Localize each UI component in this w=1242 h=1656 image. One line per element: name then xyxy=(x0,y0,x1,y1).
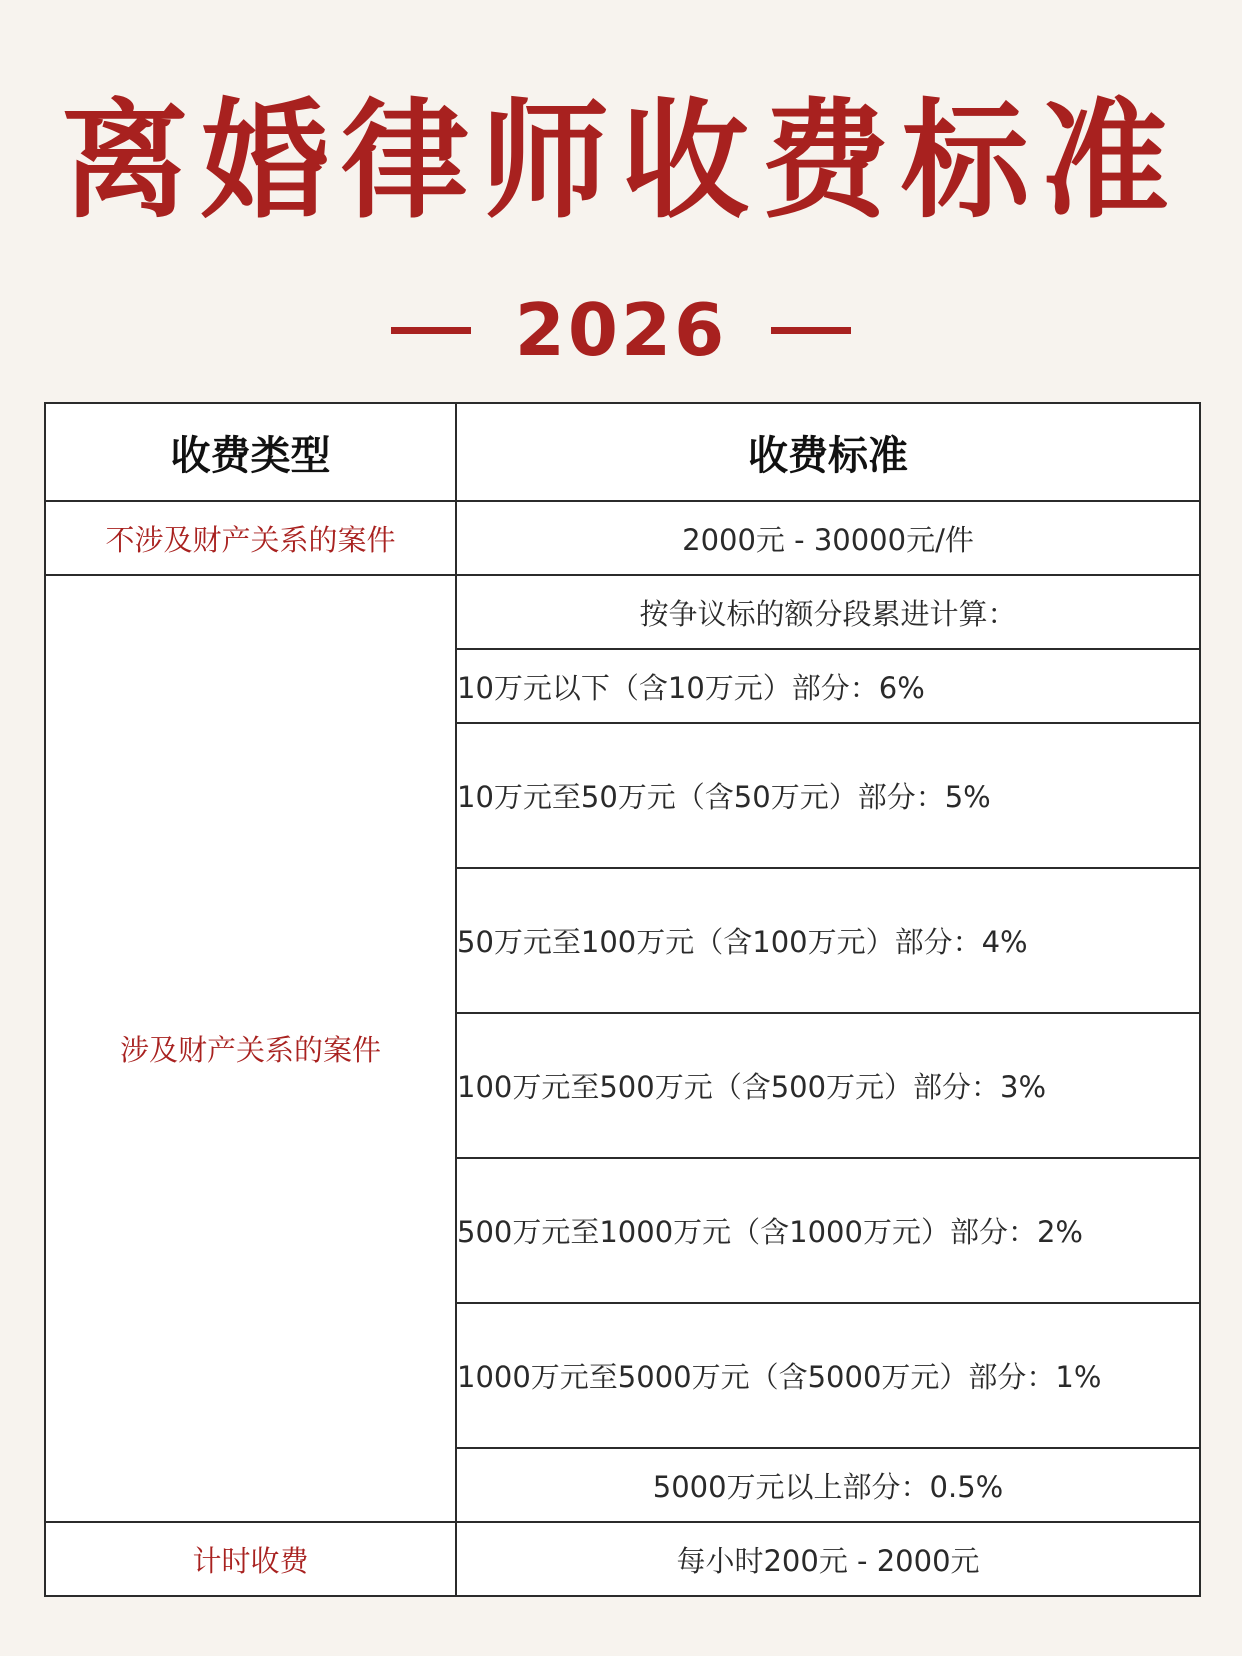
header-fee-type: 收费类型 xyxy=(45,403,456,501)
fee-standard-non-property: 2000元 - 30000元/件 xyxy=(456,501,1200,575)
property-tier-5: 500万元至1000万元（含1000万元）部分：2% xyxy=(456,1158,1200,1303)
fee-standard-hourly: 每小时200元 - 2000元 xyxy=(456,1522,1200,1596)
year-label: 2026 xyxy=(514,288,728,372)
property-tier-6: 1000万元至5000万元（含5000万元）部分：1% xyxy=(456,1303,1200,1448)
fee-type-non-property: 不涉及财产关系的案件 xyxy=(45,501,456,575)
fee-type-property: 涉及财产关系的案件 xyxy=(45,575,456,1522)
year-banner xyxy=(0,290,1242,370)
header-fee-standard: 收费标准 xyxy=(456,403,1200,501)
left-dash-decoration xyxy=(391,327,471,334)
property-tier-7: 5000万元以上部分：0.5% xyxy=(456,1448,1200,1522)
table-header-row xyxy=(45,403,1200,501)
fee-type-hourly: 计时收费 xyxy=(45,1522,456,1596)
table-row xyxy=(45,1522,1200,1596)
property-tier-3: 50万元至100万元（含100万元）部分：4% xyxy=(456,868,1200,1013)
right-dash-decoration xyxy=(771,327,851,334)
property-tier-2: 10万元至50万元（含50万元）部分：5% xyxy=(456,723,1200,868)
page-title: 离婚律师收费标准 xyxy=(60,87,1181,236)
fee-table xyxy=(44,402,1201,1597)
property-fee-intro: 按争议标的额分段累进计算： xyxy=(456,575,1200,649)
table-row xyxy=(45,501,1200,575)
property-tier-4: 100万元至500万元（含500万元）部分：3% xyxy=(456,1013,1200,1158)
table-row xyxy=(45,575,1200,649)
property-tier-1: 10万元以下（含10万元）部分：6% xyxy=(456,649,1200,723)
